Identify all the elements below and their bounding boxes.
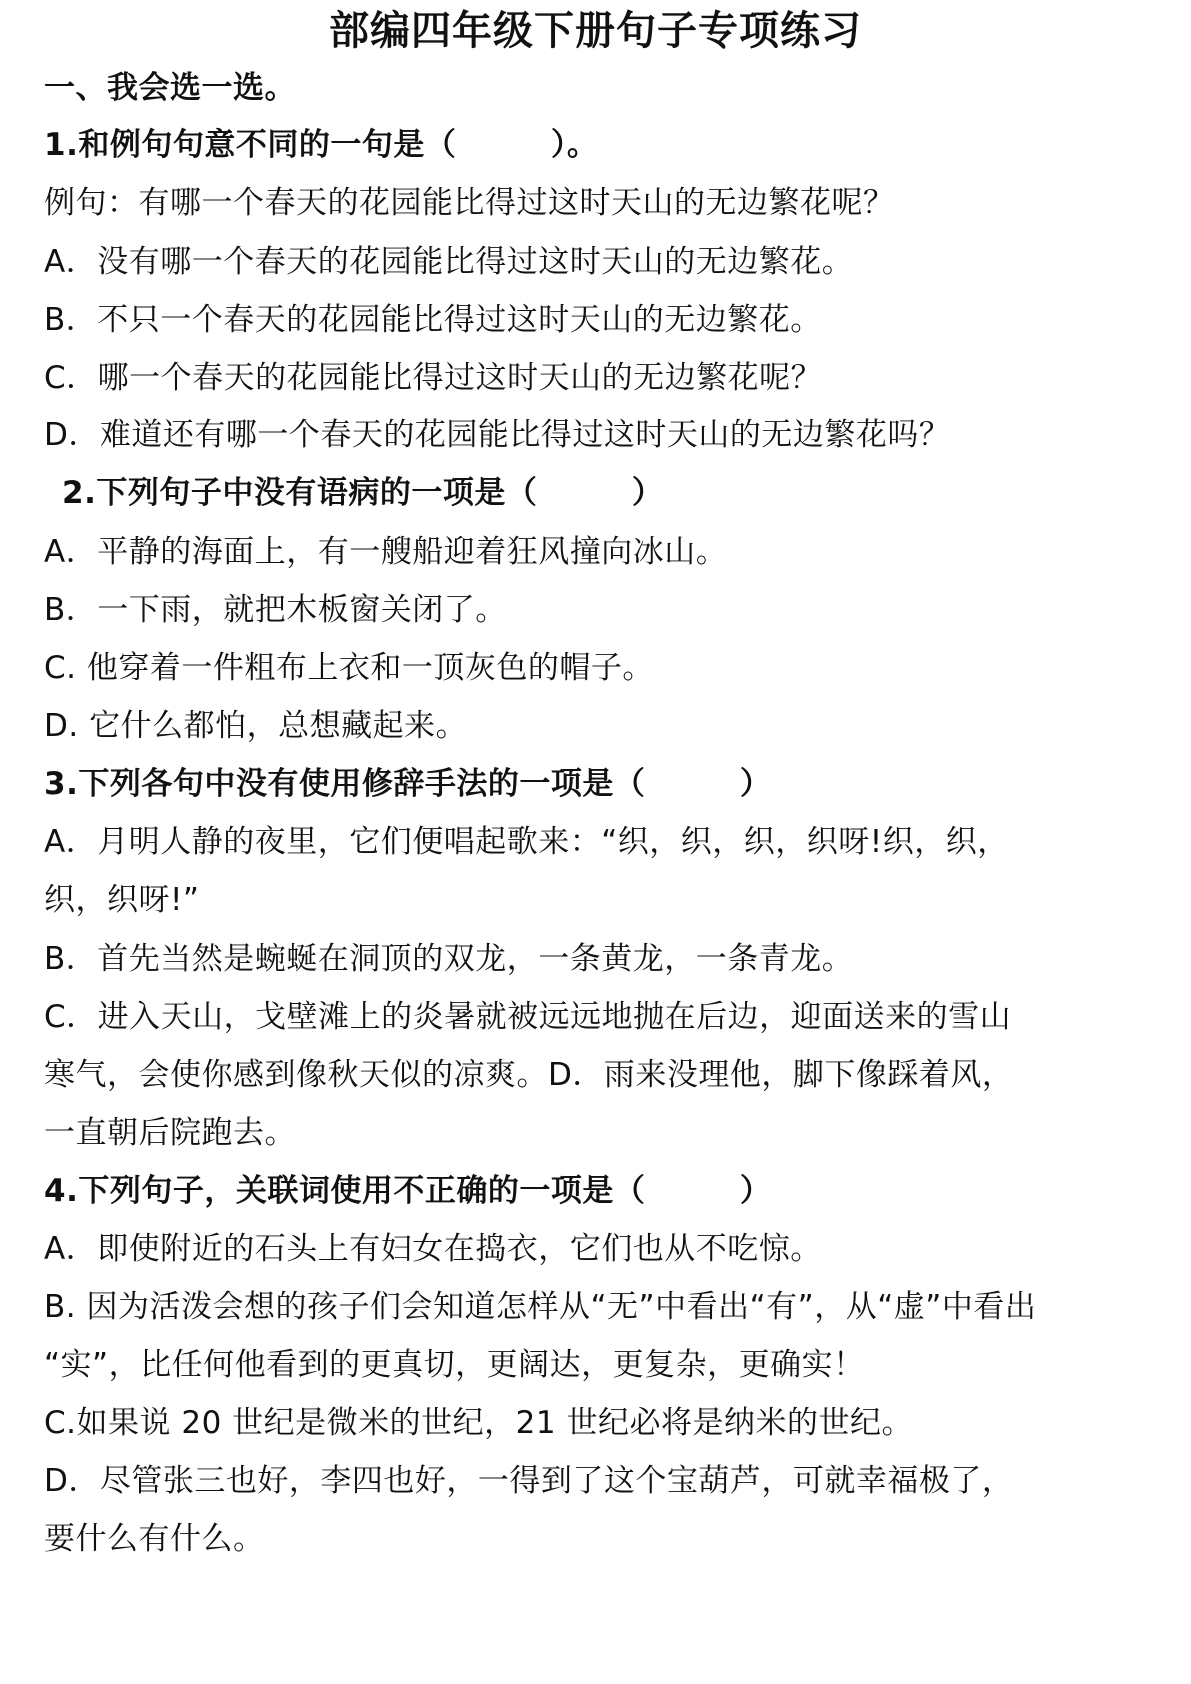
question-2-option-d: D. 它什么都怕，总想藏起来。 xyxy=(44,708,468,744)
question-1-example: 例句：有哪一个春天的花园能比得过这时天山的无边繁花呢？ xyxy=(44,185,895,221)
section-heading: 一、我会选一选。 xyxy=(44,70,296,106)
question-3-line-4: C．进入天山，戈壁滩上的炎暑就被远远地抛在后边，迎面送来的雪山 xyxy=(44,999,1012,1035)
question-1-prompt: 1.和例句句意不同的一句是（ ）。 xyxy=(44,127,599,163)
question-3-line-6: 一直朝后院跑去。 xyxy=(44,1115,296,1151)
document-title: 部编四年级下册句子专项练习 xyxy=(329,8,862,54)
question-4-line-5: D．尽管张三也好，李四也好，一得到了这个宝葫芦，可就幸福极了， xyxy=(44,1463,1014,1499)
question-1-option-c: C．哪一个春天的花园能比得过这时天山的无边繁花呢？ xyxy=(44,360,823,396)
question-1-option-a: A．没有哪一个春天的花园能比得过这时天山的无边繁花。 xyxy=(44,244,854,280)
question-4-line-2: B. 因为活泼会想的孩子们会知道怎样从“无”中看出“有”，从“虚”中看出 xyxy=(44,1289,1037,1325)
question-2-prompt: 2.下列句子中没有语病的一项是（ ） xyxy=(62,475,664,511)
question-2-option-a: A．平静的海面上，有一艘船迎着狂风撞向冰山。 xyxy=(44,534,728,570)
question-4-line-4: C.如果说 20 世纪是微米的世纪，21 世纪必将是纳米的世纪。 xyxy=(44,1405,913,1441)
question-3-line-3: B．首先当然是蜿蜒在洞顶的双龙，一条黄龙，一条青龙。 xyxy=(44,941,854,977)
question-3-line-1: A．月明人静的夜里，它们便唱起歌来：“织，织，织，织呀!织，织， xyxy=(44,824,1009,860)
question-4-line-6: 要什么有什么。 xyxy=(44,1521,265,1557)
question-1-option-d: D．难道还有哪一个春天的花园能比得过这时天山的无边繁花吗？ xyxy=(44,417,951,453)
question-3-line-2: 织，织呀!” xyxy=(44,882,200,918)
question-4-line-3: “实”，比任何他看到的更真切，更阔达，更复杂，更确实！ xyxy=(44,1347,865,1383)
question-4-line-1: A．即使附近的石头上有妇女在捣衣，它们也从不吃惊。 xyxy=(44,1231,822,1267)
question-2-option-c: C. 他穿着一件粗布上衣和一顶灰色的帽子。 xyxy=(44,650,654,686)
question-1-option-b: B．不只一个春天的花园能比得过这时天山的无边繁花。 xyxy=(44,302,822,338)
question-2-option-b: B．一下雨，就把木板窗关闭了。 xyxy=(44,592,507,628)
question-3-line-5: 寒气，会使你感到像秋天似的凉爽。D．雨来没理他，脚下像踩着风， xyxy=(44,1057,1014,1093)
question-4-prompt: 4.下列句子，关联词使用不正确的一项是（ ） xyxy=(44,1173,772,1209)
question-3-prompt: 3.下列各句中没有使用修辞手法的一项是（ ） xyxy=(44,766,772,802)
